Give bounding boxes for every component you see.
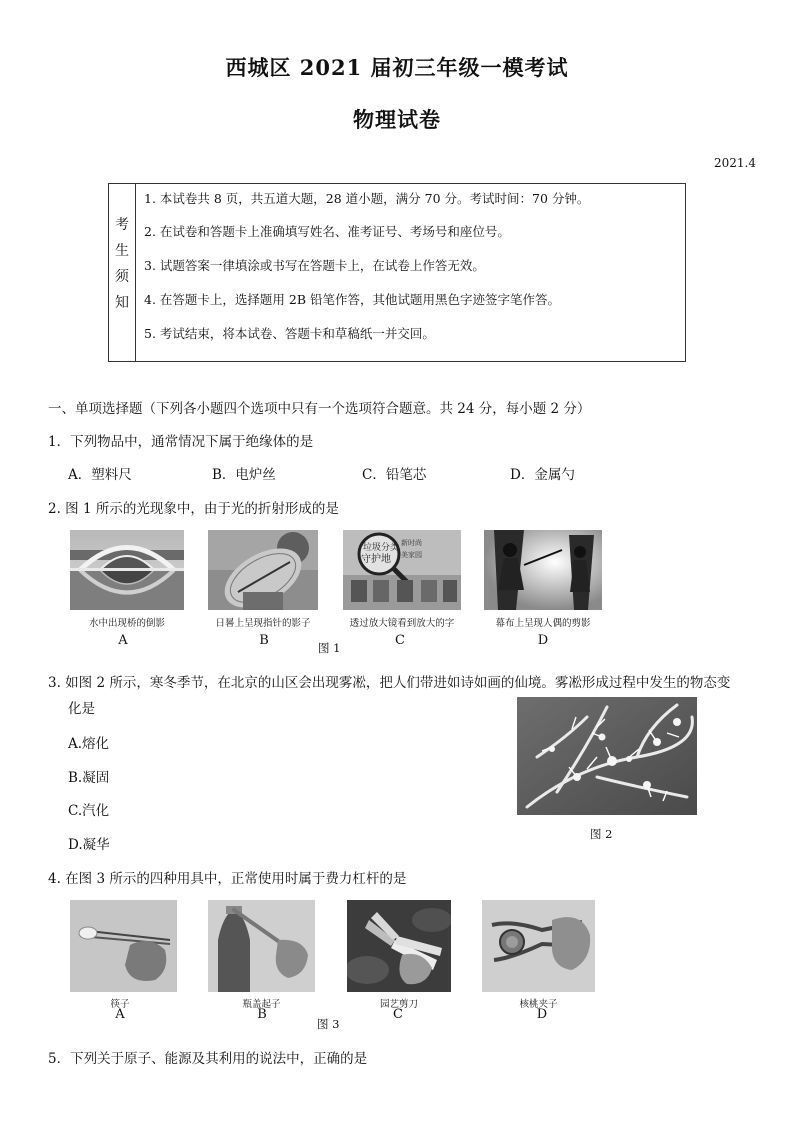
nutcracker-photo (482, 900, 595, 992)
question-4-stem: 4. 在图 3 所示的四种用具中，正常使用时属于费力杠杆的是 (48, 871, 407, 887)
shadow-puppet-photo (484, 530, 602, 610)
option-letter: D (536, 1007, 548, 1022)
exam-notice-box (108, 183, 686, 362)
exam-title: 西城区 2021 届初三年级一模考试 (225, 55, 569, 80)
figure-caption: 园艺剪刀 (379, 999, 418, 1010)
magnifier-photo (343, 530, 461, 610)
bridge-reflection-photo (70, 530, 184, 610)
notice-item: 1. 本试卷共 8 页，共五道大题，28 道小题，满分 70 分。考试时间：70 分钟。 (144, 191, 590, 206)
notice-side-char: 知 (115, 295, 129, 311)
figure-caption: 日晷上呈现指针的影子 (215, 618, 311, 629)
exam-subtitle: 物理试卷 (353, 107, 441, 132)
notice-side-char: 生 (115, 243, 129, 259)
magnified-text: 守护地 (361, 554, 391, 565)
figure-caption: 瓶盖起子 (242, 999, 281, 1010)
sign-text: 新时尚 (401, 539, 422, 547)
bottle-opener-photo (208, 900, 315, 992)
notice-item: 2. 在试卷和答题卡上准确填写姓名、准考证号、考场号和座位号。 (144, 224, 510, 239)
option-letter: B (259, 633, 269, 648)
q1-option-b: B．电炉丝 (212, 467, 276, 483)
q3-option-d: D.凝华 (68, 837, 110, 853)
figure-caption: 水中出现桥的倒影 (88, 618, 165, 629)
figure-caption: 透过放大镜看到放大的字 (349, 618, 455, 629)
option-letter: B (257, 1007, 267, 1022)
section-heading: 一、单项选择题（下列各小题四个选项中只有一个选项符合题意。共 24 分，每小题 2 分） (48, 401, 591, 417)
question-3-stem: 3. 如图 2 所示，寒冬季节，在北京的山区会出现雾凇，把人们带进如诗如画的仙境。雾凇形成过程中发生的物态变 (48, 675, 731, 691)
q1-option-a: A．塑料尺 (68, 467, 132, 483)
rime-ice-photo (517, 697, 697, 815)
figure-label: 图 1 (318, 641, 341, 655)
option-letter: C (395, 633, 405, 648)
q1-option-d: D．金属勺 (510, 467, 575, 483)
q3-option-b: B.凝固 (68, 770, 110, 786)
notice-item: 5. 考试结束，将本试卷、答题卡和草稿纸一并交回。 (144, 326, 435, 341)
q1-option-c: C．铅笔芯 (362, 467, 427, 483)
question-5-stem: 5．下列关于原子、能源及其利用的说法中，正确的是 (48, 1051, 368, 1067)
notice-item: 3. 试题答案一律填涂或书写在答题卡上，在试卷上作答无效。 (144, 258, 485, 273)
question-3-stem-cont: 化是 (68, 701, 95, 717)
exam-date: 2021.4 (714, 156, 756, 170)
option-letter: D (537, 633, 549, 648)
notice-side-char: 考 (115, 217, 129, 233)
notice-item: 4. 在答题卡上，选择题用 2B 铅笔作答，其他试题用黑色字迹签字笔作答。 (144, 292, 560, 307)
option-letter: A (118, 633, 128, 648)
garden-shears-photo (347, 900, 451, 992)
sign-text: 美家园 (401, 551, 422, 559)
q3-option-a: A.熔化 (68, 736, 110, 752)
question-1-stem: 1．下列物品中，通常情况下属于绝缘体的是 (48, 434, 314, 450)
figure-caption: 幕布上呈现人偶的剪影 (495, 618, 591, 629)
figure-caption: 筷子 (110, 999, 130, 1010)
notice-side-label (109, 184, 136, 361)
question-2-stem: 2. 图 1 所示的光现象中，由于光的折射形成的是 (48, 501, 339, 517)
figure-label: 图 2 (590, 827, 613, 841)
notice-side-char: 须 (115, 269, 129, 285)
magnified-text: 垃圾分类 (363, 543, 400, 553)
option-letter: C (393, 1007, 403, 1022)
option-letter: A (115, 1007, 125, 1022)
sundial-photo (208, 530, 318, 610)
q3-option-c: C.汽化 (68, 803, 110, 819)
chopsticks-photo (70, 900, 177, 992)
figure-label: 图 3 (317, 1017, 340, 1031)
figure-caption: 核桃夹子 (519, 999, 558, 1010)
